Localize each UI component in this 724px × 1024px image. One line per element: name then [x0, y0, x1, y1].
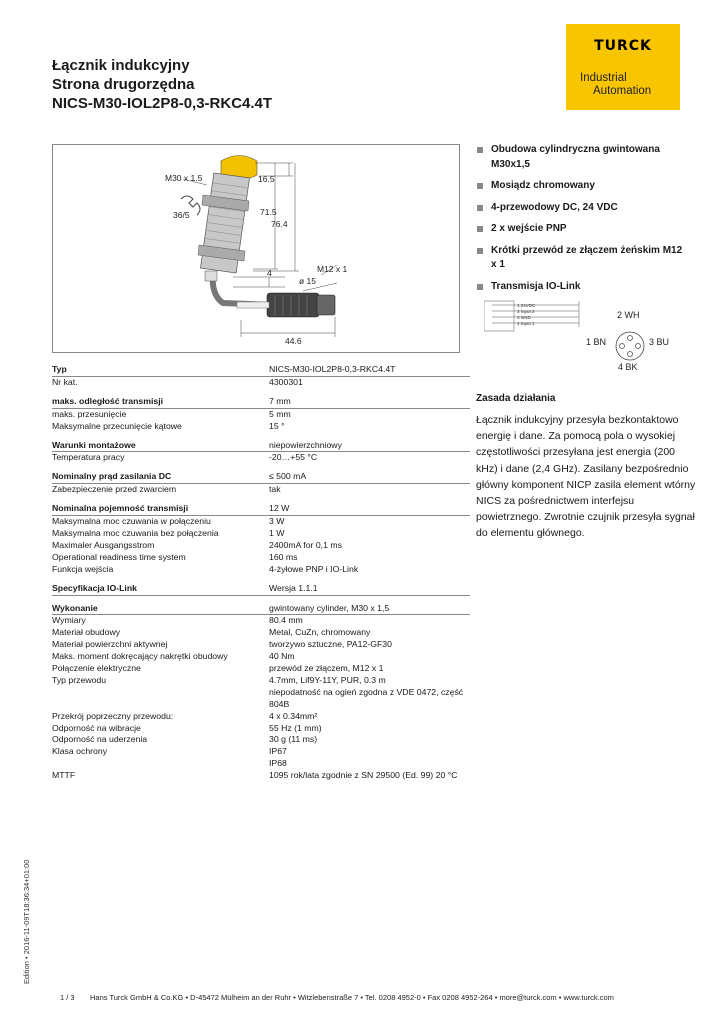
principle-section [476, 393, 696, 542]
spec-group-header [52, 396, 470, 409]
spec-key: maks. przesunięcie [52, 408, 127, 419]
label-dia: ø 15 [299, 276, 317, 286]
spec-key: Nominalny prąd zasilania DC [52, 471, 172, 482]
spec-value: 160 ms [269, 551, 298, 562]
spec-group-header [52, 364, 470, 377]
sensor-drawing-svg [53, 145, 459, 352]
spec-row [52, 746, 470, 758]
spec-key: Warunki montażowe [52, 439, 136, 450]
spec-key: Połączenie elektryczne [52, 663, 141, 674]
spec-key: Przekrój poprzeczny przewodu: [52, 710, 174, 721]
spec-value: 15 ° [269, 420, 285, 431]
spec-value: 30 g (11 ms) [269, 734, 318, 745]
label-connector: M12 x 1 [317, 264, 348, 274]
label-thread: M30 x 1.5 [165, 173, 203, 183]
spec-value: 1 W [269, 527, 285, 538]
page-title [52, 56, 272, 113]
spec-row [52, 639, 470, 651]
feature-item: Mosiądz chromowany [477, 179, 687, 194]
title-line-3: NICS-M30-IOL2P8-0,3-RKC4.4T [52, 95, 273, 112]
wiring-svg [484, 297, 684, 377]
feature-item: Transmisja IO-Link [477, 280, 687, 295]
label-wrench: 36/5 [173, 210, 190, 220]
feature-item: Krótki przewód ze złączem żeńskim M12 x 1 [477, 244, 687, 273]
spec-row [52, 758, 470, 770]
spec-row [52, 687, 470, 699]
label-len: 44.6 [285, 336, 302, 346]
spec-key [52, 699, 269, 711]
spec-value: 40 Nm [269, 651, 295, 662]
spec-value: 7 mm [269, 395, 291, 406]
spec-row [52, 484, 470, 496]
spec-value: 12 W [269, 503, 290, 514]
spec-row [52, 699, 470, 711]
spec-key: Klasa ochrony [52, 746, 108, 757]
pin-1: 1 BN [586, 337, 607, 347]
spec-key: Specyfikacja IO-Link [52, 582, 137, 593]
spec-row [52, 651, 470, 663]
spec-key: Operational readiness time system [52, 551, 186, 562]
turck-logo [566, 24, 680, 110]
sensor-cable [213, 273, 273, 305]
spec-key: Maximaler Ausgangsstrom [52, 539, 155, 550]
page-number: 1 / 3 [60, 993, 75, 1002]
spec-value: Wersja 1.1.1 [269, 582, 318, 593]
spec-value: -20…+55 °C [269, 452, 318, 463]
spec-row [52, 409, 470, 421]
spec-group-header [52, 583, 470, 596]
spec-value: IP68 [269, 758, 287, 769]
spec-row [52, 528, 470, 540]
spec-key: Nominalna pojemność transmisji [52, 503, 189, 514]
spec-value: 5 mm [269, 408, 291, 419]
spec-row [52, 627, 470, 639]
spec-key: Materiał powierzchni aktywnej [52, 639, 168, 650]
feature-list [477, 143, 687, 301]
page-footer [60, 993, 614, 1002]
principle-text: Łącznik indukcyjny przesyła bezkontaktowo energię i dane. Za pomocą pola o wysokiej częstotliwości przesyłana jest energia (200 kHz) i dane (2,4 GHz). Zasilany bezpośrednio główny komponent NICP zasila element wtórny NICS za pośrednictwem interfejsu powietrznego. Zwrotnie czujnik przesyła sygnał do elementu głównego. [476, 414, 696, 540]
spec-value: 80.4 mm [269, 615, 303, 626]
spec-row [52, 723, 470, 735]
spec-key: Typ [52, 364, 67, 374]
spec-key: maks. odległość transmisji [52, 395, 164, 406]
edition-stamp: Edition • 2016-11-09T18:36:34+01:00 [22, 859, 31, 984]
spec-row [52, 552, 470, 564]
logo-brand: TURCK [594, 38, 652, 54]
spec-value: 2400mA for 0,1 ms [269, 539, 342, 550]
spec-key: Materiał obudowy [52, 627, 121, 638]
spec-value: NICS-M30-IOL2P8-0,3-RKC4.4T [269, 364, 396, 374]
label-d3: 76.4 [271, 219, 288, 229]
bullet-square-icon [477, 183, 483, 189]
wire-1: 1 24VDC [517, 303, 536, 308]
spec-value: 55 Hz (1 mm) [269, 722, 322, 733]
spec-value: 1095 rok/lata zgodnie z SN 29500 (Ed. 99) 20 °C [269, 770, 458, 781]
spec-key: Wykonanie [52, 602, 98, 613]
bullet-square-icon [477, 147, 483, 153]
title-line-1: Łącznik indukcyjny [52, 57, 190, 74]
principle-heading: Zasada działania [476, 393, 556, 404]
spec-row [52, 675, 470, 687]
spec-value: 4-żyłowe PNP i IO-Link [269, 563, 359, 574]
spec-row [52, 564, 470, 576]
spec-row [52, 516, 470, 528]
spec-group-header [52, 503, 470, 516]
spec-value: 804B [269, 698, 290, 709]
spec-group-header [52, 603, 470, 616]
feature-item: 2 x wejście PNP [477, 222, 687, 237]
spec-value: 4300301 [269, 376, 303, 387]
footer-text: Hans Turck GmbH & Co.KG • D-45472 Mülheim an der Ruhr • Witzlebenstraße 7 • Tel. 0208 4952-0 • Fax 0208 4952-264 • more@turck.com • www.turck.com [90, 993, 614, 1002]
spec-key: Nr kat. [52, 376, 78, 387]
spec-row [52, 377, 470, 389]
title-line-2: Strona drugorzędna [52, 76, 195, 93]
spec-value: niepowierzchniowy [269, 439, 342, 450]
bullet-square-icon [477, 226, 483, 232]
spec-key: Funkcja wejścia [52, 563, 114, 574]
spec-group-header [52, 440, 470, 453]
spec-key: Maksymalna moc czuwania w połączeniu [52, 516, 211, 527]
feature-item: Obudowa cylindryczna gwintowana M30x1,5 [477, 143, 687, 172]
spec-value: 4.7mm, Lif9Y-11Y, PUR, 0.3 m [269, 674, 386, 685]
pin-face [616, 332, 644, 360]
spec-key: Maks. moment dokręcający nakrętki obudowy [52, 651, 228, 662]
wire-2: 2 Input 2 [517, 309, 535, 314]
spec-key: Odporność na uderzenia [52, 734, 148, 745]
spec-key: MTTF [52, 770, 76, 781]
spec-value: niepodatność na ogień zgodna z VDE 0472, część [269, 686, 464, 697]
spec-value: ≤ 500 mA [269, 471, 307, 482]
spec-value: tak [269, 484, 281, 495]
spec-row [52, 452, 470, 464]
feature-item: 4-przewodowy DC, 24 VDC [477, 201, 687, 216]
logo-line-1: Industrial [580, 72, 627, 84]
dimension-drawing [52, 144, 460, 353]
spec-key: Zabezpieczenie przed zwarciem [52, 484, 177, 495]
spec-key: Wymiary [52, 615, 86, 626]
spec-value: gwintowany cylinder, M30 x 1,5 [269, 602, 390, 613]
spec-row [52, 421, 470, 433]
label-d2: 71.5 [260, 207, 277, 217]
spec-value: tworzywo sztuczne, PA12-GF30 [269, 639, 392, 650]
spec-key [52, 758, 269, 770]
pin-3: 3 BU [649, 337, 670, 347]
spec-value: Metal, CuZn, chromowany [269, 627, 371, 638]
bullet-square-icon [477, 205, 483, 211]
spec-value: IP67 [269, 746, 287, 757]
wiring-diagram [484, 297, 684, 377]
spec-row [52, 770, 470, 782]
label-d4: 4 [267, 268, 272, 278]
spec-value: 4 x 0.34mm² [269, 710, 318, 721]
bullet-square-icon [477, 284, 483, 290]
logo-line-2: Automation [593, 85, 652, 97]
wire-3: 3 GND [517, 315, 531, 320]
label-d1: 16.5 [258, 174, 275, 184]
pin-2: 2 WH [617, 310, 640, 320]
spec-key: Maksymalna moc czuwania bez połączenia [52, 527, 219, 538]
spec-value: przewód ze złączem, M12 x 1 [269, 663, 384, 674]
spec-row [52, 663, 470, 675]
bullet-square-icon [477, 248, 483, 254]
spec-group-header [52, 471, 470, 484]
spec-row [52, 540, 470, 552]
spec-row [52, 734, 470, 746]
spec-key: Odporność na wibracje [52, 722, 141, 733]
spec-key: Typ przewodu [52, 674, 107, 685]
spec-key: Temperatura pracy [52, 452, 125, 463]
spec-key: Maksymalne przecunięcie kątowe [52, 420, 182, 431]
spec-row [52, 711, 470, 723]
spec-row [52, 615, 470, 627]
spec-table [52, 364, 470, 782]
spec-value: 3 W [269, 516, 285, 527]
spec-key [52, 687, 269, 699]
wire-4: 4 Input 1 [517, 321, 535, 326]
pin-4: 4 BK [618, 362, 638, 372]
